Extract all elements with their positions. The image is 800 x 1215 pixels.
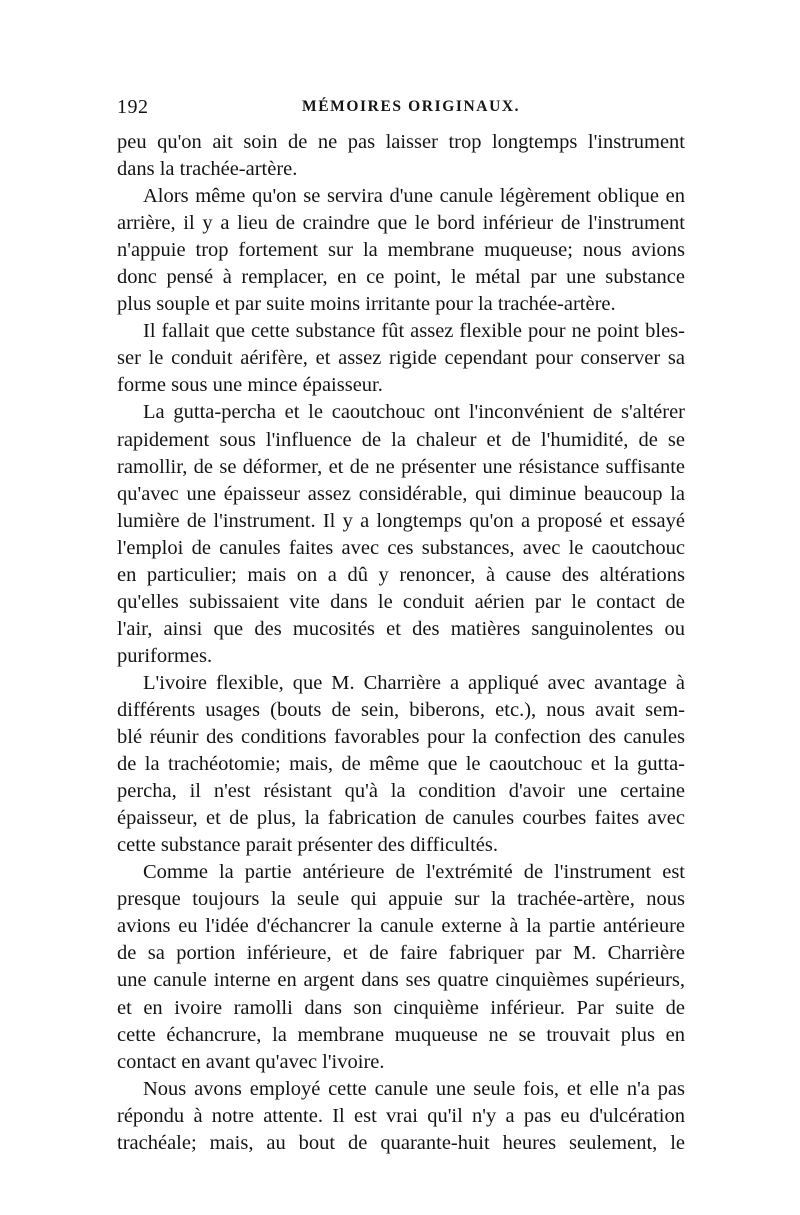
text-line: percha, il n'est résistant qu'à la condition d'avoir une certaine (117, 780, 685, 803)
text-line: presque toujours la seule qui appuie sur la trachée-artère, nous (117, 888, 685, 911)
text-line: ser le conduit aérifère, et assez rigide cependant pour conserver sa (117, 347, 685, 370)
page-number: 192 (117, 96, 149, 118)
body-text (117, 129, 685, 1157)
text-line: Comme la partie antérieure de l'extrémité de l'instrument est (143, 861, 685, 884)
running-title: MÉMOIRES ORIGINAUX. (302, 98, 521, 115)
text-line: peu qu'on ait soin de ne pas laisser trop longtemps l'instrument (117, 131, 685, 153)
text-line: avions eu l'idée d'échancrer la canule externe à la partie antérieure (117, 915, 685, 938)
text-line: Nous avons employé cette canule une seule fois, et elle n'a pas (143, 1077, 685, 1100)
text-line: arrière, il y a lieu de craindre que le bord inférieur de l'instrument (117, 212, 685, 235)
text-line: blé réunir des conditions favorables pour la confection des canules (117, 726, 685, 749)
text-line: L'ivoire flexible, que M. Charrière a appliqué avec avantage à (143, 671, 685, 694)
running-head (117, 96, 687, 120)
text-line: Il fallait que cette substance fût assez flexible pour ne point bles- (143, 320, 685, 343)
text-line: La gutta-percha et le caoutchouc ont l'inconvénient de s'altérer (143, 401, 685, 424)
text-line: ramollir, de se déformer, et de ne présenter une résistance suffisante (117, 455, 685, 478)
text-line: donc pensé à remplacer, en ce point, le métal par une substance (117, 266, 685, 289)
text-line: cette échancrure, la membrane muqueuse ne se trouvait plus en (117, 1023, 685, 1046)
text-line: de sa portion inférieure, et de faire fabriquer par M. Charrière (117, 942, 685, 965)
text-line: de la trachéotomie; mais, de même que le caoutchouc et la gutta- (117, 753, 685, 776)
text-line: contact en avant qu'avec l'ivoire. (117, 1050, 385, 1073)
text-line: qu'avec une épaisseur assez considérable, qui diminue beaucoup la (117, 482, 685, 505)
text-line: en particulier; mais on a dû y renoncer, à cause des altérations (117, 563, 685, 586)
text-line: n'appuie trop fortement sur la membrane muqueuse; nous avions (117, 239, 685, 262)
text-line: plus souple et par suite moins irritante pour la trachée-artère. (117, 293, 616, 316)
text-line: Alors même qu'on se servira d'une canule légèrement oblique en (143, 185, 685, 208)
text-line: épaisseur, et de plus, la fabrication de canules courbes faites avec (117, 807, 685, 830)
text-line: qu'elles subissaient vite dans le conduit aérien par le contact de (117, 590, 685, 613)
text-line: l'air, ainsi que des mucosités et des matières sanguinolentes ou (117, 617, 685, 640)
text-line: et en ivoire ramolli dans son cinquième inférieur. Par suite de (117, 996, 685, 1019)
text-line: cette substance parait présenter des difficultés. (117, 834, 498, 857)
text-line: une canule interne en argent dans ses quatre cinquièmes supérieurs, (117, 969, 685, 992)
text-line: rapidement sous l'influence de la chaleur et de l'humidité, de se (117, 428, 685, 451)
text-line: trachéale; mais, au bout de quarante-huit heures seulement, le (117, 1131, 685, 1154)
text-line: puriformes. (117, 644, 213, 667)
text-line: répondu à notre attente. Il est vrai qu'il n'y a pas eu d'ulcération (117, 1104, 685, 1127)
text-line: lumière de l'instrument. Il y a longtemps qu'on a proposé et essayé (117, 509, 685, 532)
text-line: dans la trachée-artère. (117, 158, 298, 181)
text-line: forme sous une mince épaisseur. (117, 374, 383, 397)
text-line: l'emploi de canules faites avec ces substances, avec le caoutchouc (117, 536, 685, 559)
text-line: différents usages (bouts de sein, biberons, etc.), nous avait sem- (117, 698, 685, 721)
